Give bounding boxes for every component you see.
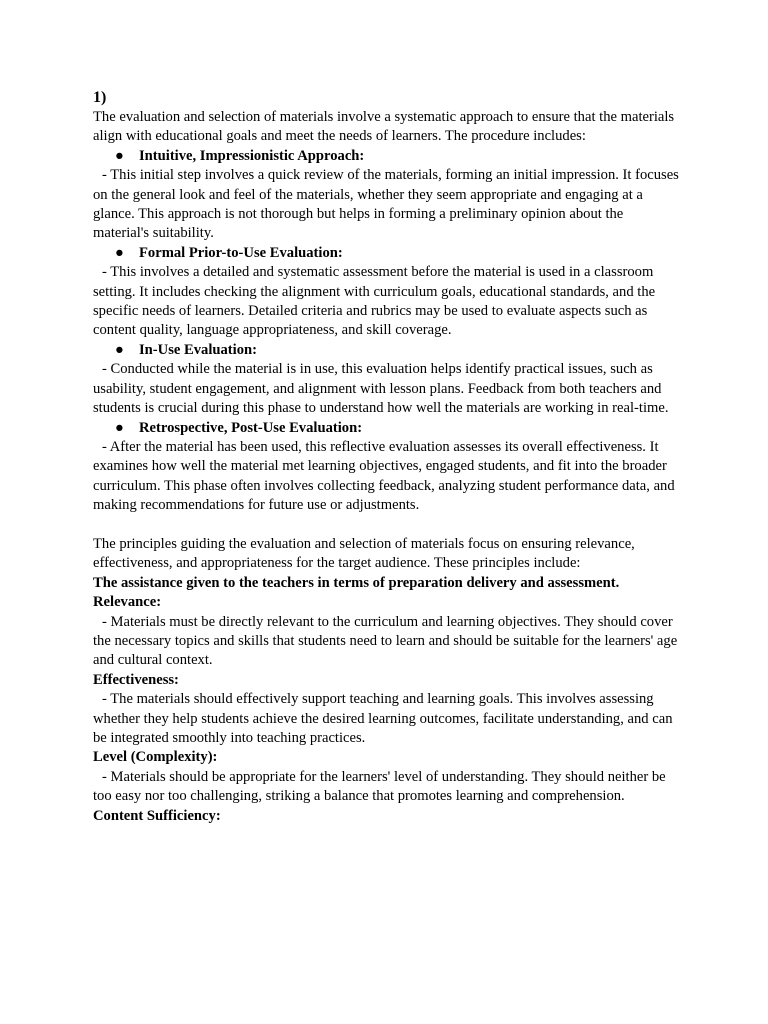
principles-subheading: The assistance given to the teachers in terms of preparation delivery and assessment. <box>93 574 620 591</box>
step-description-4: - After the material has been used, this reflective evaluation assesses its overall effectiveness. It examines how well the material met learning objectives, engaged students, and fit into the broader curriculum. This phase often involves collecting feedback, analyzing student performance data, and making recommendations for future use or adjustments. <box>93 438 675 514</box>
principle-description-level: - Materials should be appropriate for the learners' level of understanding. They should neither be too easy nor too challenging, striking a balance that promotes learning and comprehension. <box>93 768 666 805</box>
step-description-3: - Conducted while the material is in use, this evaluation helps identify practical issues, such as usability, student engagement, and alignment with lesson plans. Feedback from both teachers and students is crucial during this phase to understand how well the materials are working in real-time. <box>93 361 669 417</box>
step-title-4: ● Retrospective, Post-Use Evaluation: <box>93 419 683 438</box>
document-body <box>93 88 683 826</box>
step-description-2: - This involves a detailed and systematic assessment before the material is used in a classroom setting. It includes checking the alignment with curriculum goals, educational standards, and the specific needs of learners. Detailed criteria and rubrics may be used to evaluate aspects such as content quality, language appropriateness, and skill coverage. <box>93 264 656 339</box>
bullet-icon: ● <box>115 419 124 436</box>
step-title-1: ● Intuitive, Impressionistic Approach: <box>93 147 683 166</box>
bullet-icon: ● <box>115 341 124 358</box>
principle-description-relevance: - Materials must be directly relevant to the curriculum and learning objectives. They should cover the necessary topics and skills that students need to learn and should be suitable for the learners' age and cultural context. <box>93 613 678 669</box>
step-description-1: - This initial step involves a quick review of the materials, forming an initial impression. It focuses on the general look and feel of the materials, whether they seem appropriate and engaging at a glance. This approach is not thorough but helps in forming a preliminary opinion about the material's suitability. <box>93 167 679 242</box>
principle-title-relevance: Relevance: <box>93 594 162 611</box>
principle-description-effectiveness: - The materials should effectively support teaching and learning goals. This involves assessing whether they help students achieve the desired learning outcomes, facilitate understanding, and can be integrated smoothly into teaching practices. <box>93 691 673 746</box>
step-title-2: ● Formal Prior-to-Use Evaluation: <box>93 244 683 263</box>
principle-title-level: Level (Complexity): <box>93 749 218 766</box>
blank-line <box>93 516 683 535</box>
principle-title-effectiveness: Effectiveness: <box>93 671 179 688</box>
step-title-3: ● In-Use Evaluation: <box>93 341 683 360</box>
section-number-heading: 1) <box>93 89 107 106</box>
principles-intro-paragraph: The principles guiding the evaluation and selection of materials focus on ensuring relevance, effectiveness, and appropriateness for the target audience. These principles include: <box>93 535 635 572</box>
intro-paragraph: The evaluation and selection of materials involve a systematic approach to ensure that the materials align with educational goals and meet the needs of learners. The procedure includes: <box>93 109 675 145</box>
bullet-icon: ● <box>115 147 124 164</box>
bullet-icon: ● <box>115 244 124 261</box>
principle-title-content-sufficiency: Content Sufficiency: <box>93 807 221 824</box>
